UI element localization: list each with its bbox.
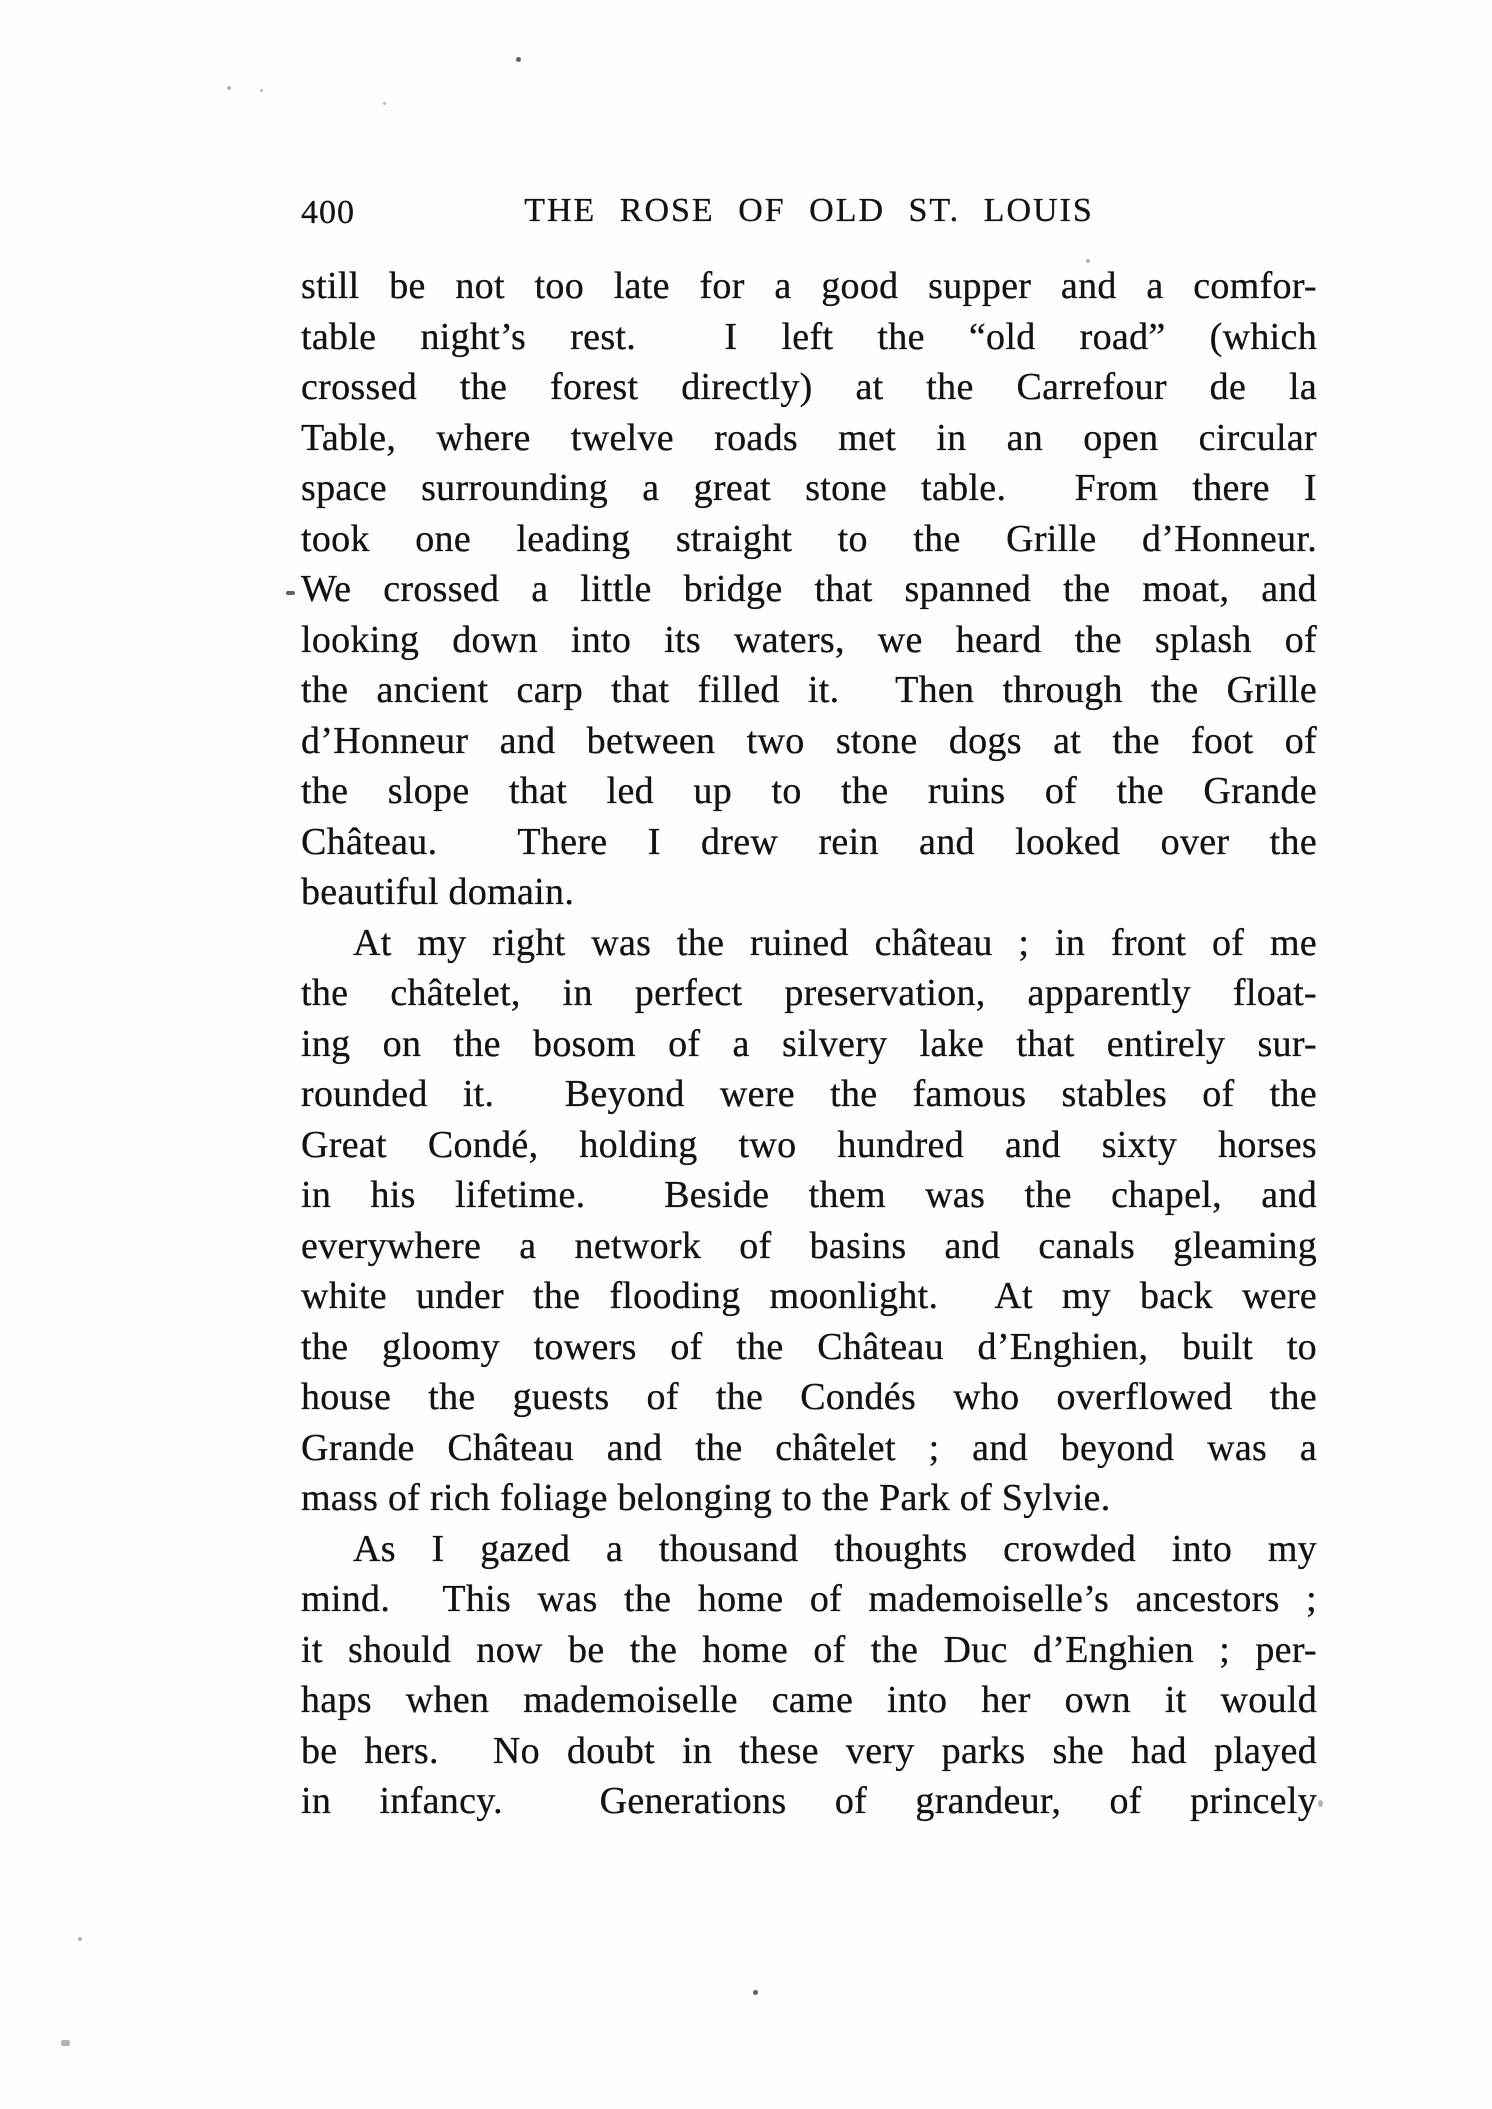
text-block (301, 261, 1317, 1827)
scan-speck (1318, 1800, 1323, 1807)
text-line: in infancy. Generations of grandeur, of princely (301, 1780, 1317, 1822)
text-line: white under the flooding moonlight. At my back were (301, 1275, 1317, 1317)
text-line: still be not too late for a good supper and a comfor- (301, 265, 1317, 307)
scan-speck (61, 2040, 70, 2046)
scan-speck (286, 591, 295, 595)
text-line: haps when mademoiselle came into her own it would (301, 1679, 1317, 1721)
scan-speck (227, 86, 231, 90)
text-line: the gloomy towers of the Château d’Enghien, built to (301, 1325, 1317, 1368)
scan-speck (1086, 259, 1090, 263)
text-line: mind. This was the home of mademoiselle’s ancestors ; (301, 1578, 1317, 1620)
text-line: crossed the forest directly) at the Carrefour de la (301, 366, 1317, 408)
text-line: beautiful domain. (301, 871, 575, 913)
page-number: 400 (301, 194, 355, 231)
text-line: house the guests of the Condés who overflowed the (301, 1376, 1317, 1418)
text-line: As I gazed a thousand thoughts crowded into my (353, 1527, 1317, 1570)
text-line: mass of rich foliage belonging to the Park of Sylvie. (301, 1477, 1111, 1519)
text-line: Château. There I drew rein and looked over the (301, 820, 1317, 863)
text-line: table night’s rest. I left the “old road” (which (301, 315, 1317, 358)
text-line: looking down into its waters, we heard the splash of (301, 618, 1317, 661)
scan-speck (516, 57, 521, 62)
paragraph (301, 1524, 1317, 1827)
text-line: Grande Château and the châtelet ; and beyond was a (301, 1426, 1317, 1469)
scan-speck (383, 102, 386, 105)
text-line: space surrounding a great stone table. From there I (301, 467, 1317, 509)
scan-speck (260, 89, 263, 92)
text-line: At my right was the ruined château ; in front of me (353, 921, 1317, 964)
scan-speck (753, 1990, 758, 1995)
text-line: be hers. No doubt in these very parks she had played (301, 1729, 1317, 1772)
text-line: Table, where twelve roads met in an open circular (301, 416, 1317, 459)
text-line: everywhere a network of basins and canals gleaming (301, 1224, 1317, 1267)
page-header (301, 192, 1317, 232)
text-line: the ancient carp that filled it. Then through the Grille (301, 669, 1317, 711)
text-line: rounded it. Beyond were the famous stables of the (301, 1073, 1317, 1115)
running-title: THE ROSE OF OLD ST. LOUIS (524, 192, 1094, 229)
text-line: Great Condé, holding two hundred and sixty horses (301, 1123, 1317, 1166)
text-line: the châtelet, in perfect preservation, apparently float- (301, 972, 1317, 1014)
text-line: took one leading straight to the Grille d’Honneur. (301, 517, 1317, 560)
text-line: the slope that led up to the ruins of the Grande (301, 770, 1317, 812)
paragraph (301, 261, 1317, 918)
text-line: it should now be the home of the Duc d’Enghien ; per- (301, 1628, 1317, 1671)
text-line: We crossed a little bridge that spanned the moat, and (301, 568, 1317, 610)
text-line: ing on the bosom of a silvery lake that entirely sur- (301, 1022, 1317, 1065)
text-line: d’Honneur and between two stone dogs at the foot of (301, 719, 1317, 762)
text-line: in his lifetime. Beside them was the chapel, and (301, 1174, 1317, 1216)
paragraph (301, 918, 1317, 1524)
scan-speck (78, 1937, 82, 1941)
